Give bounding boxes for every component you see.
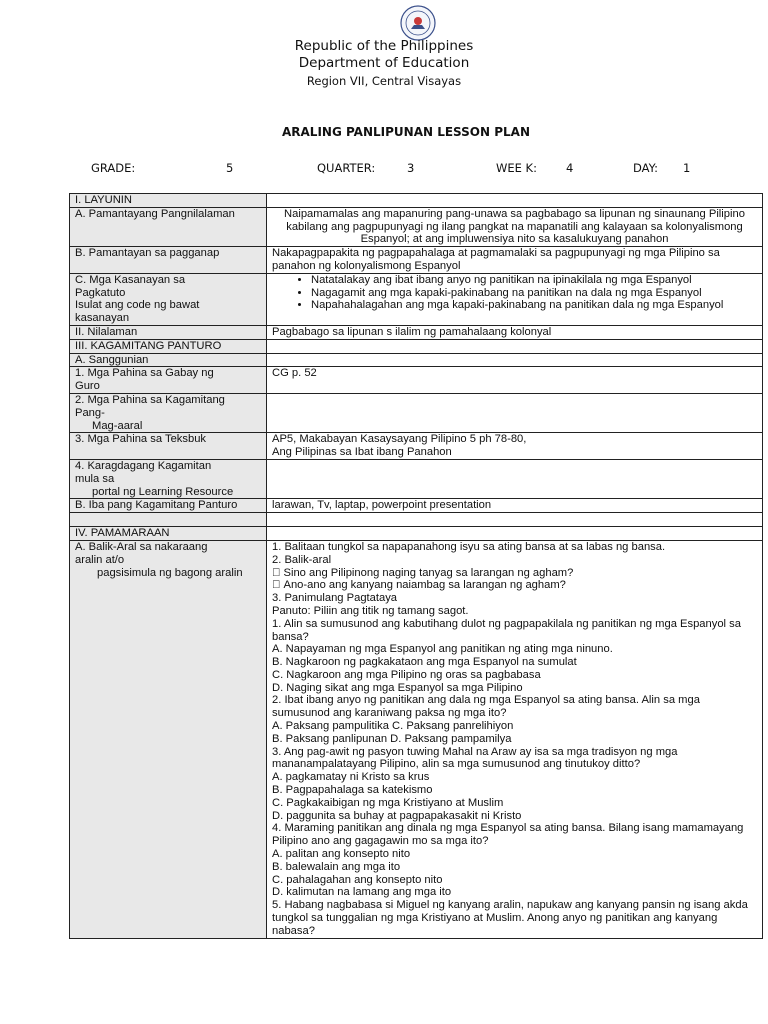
- pamantayang-pangnilalaman-label: A. Pamantayang Pangnilalaman: [70, 207, 267, 246]
- lesson-line: A. Paksang pampulitika C. Paksang panrelihiyon: [272, 720, 514, 733]
- table-row: [70, 339, 763, 353]
- table-row: [70, 459, 763, 498]
- label-line: A. Balik-Aral sa nakaraang: [75, 540, 208, 553]
- week-value: 4: [566, 161, 574, 175]
- lesson-line: A. Napayaman ng mga Espanyol ang panitikan ng ating mga ninuno.: [272, 643, 613, 656]
- lesson-line: B. Paksang panlipunan D. Paksang pampamilya: [272, 732, 512, 745]
- kagamitang-panturo-heading: III. KAGAMITANG PANTURO: [70, 339, 267, 353]
- pamantayang-pangnilalaman-value: Naipamamalas ang mapanuring pang-unawa sa pagbabago sa lipunan ng sinaunang Pilipino kabilang ang pagpupunyagi ng ilang pangkat na mapanatili ang kalayaan sa kolonyalismong Espanyol; at ang impluwensiya nito sa kasalukuyang panahon: [267, 207, 763, 246]
- table-row: [70, 499, 763, 513]
- table-row: [70, 325, 763, 339]
- balik-aral-label: [70, 540, 267, 938]
- label-line: 4. Karagdagang Kagamitan: [75, 459, 212, 472]
- lesson-line: B. Nagkaroon ng pagkakataon ang mga Espanyol na sumulat: [272, 656, 577, 669]
- table-row: [70, 540, 763, 938]
- lesson-line: 5. Habang nagbabasa si Miguel ng kanyang aralin, napukaw ang kanyang pansin ng isang akda tungkol sa tunggalian ng mga Kristiyano at Muslim. Anong anyo ng panitikan ang kanyang nabasa?: [272, 899, 748, 937]
- pamantayan-pagganap-label: B. Pamantayan sa pagganap: [70, 247, 267, 274]
- kagamitang-pang-mag-aaral-label: [70, 393, 267, 432]
- label-line: Isulat ang code ng bawat: [75, 299, 200, 312]
- label-line: Guro: [75, 380, 100, 393]
- lesson-line: 4. Maraming panitikan ang dinala ng mga Espanyol sa ating bansa. Bilang isang mamamayang Pilipino ano ang gagagawin mo sa mga ito?: [272, 822, 744, 848]
- gabay-value: CG p. 52: [267, 367, 763, 394]
- label-line: Mag-aaral: [92, 419, 143, 432]
- label-line: mula sa: [75, 472, 115, 485]
- list-item: • Nagagamit ang mga kapaki-pakinabang na panitikan na dala ng mga Espanyol: [311, 287, 757, 300]
- empty-cell: [267, 194, 763, 208]
- lesson-line: 2. Balik-aral: [272, 553, 332, 566]
- iba-pang-kagamitan-value: larawan, Tv, laptap, powerpoint presentation: [267, 499, 763, 513]
- table-row: [70, 527, 763, 541]
- value-line: AP5, Makabayan Kasaysayang Pilipino 5 ph 78-80,: [272, 433, 527, 446]
- grade-label: GRADE:: [91, 161, 136, 175]
- layunin-heading: I. LAYUNIN: [70, 194, 267, 208]
- lesson-line: Panuto: Piliin ang titik ng tamang sagot.: [272, 604, 469, 617]
- empty-cell: [267, 513, 763, 527]
- lesson-line: D. kalimutan na lamang ang mga ito: [272, 886, 452, 899]
- balik-aral-value: [267, 540, 763, 938]
- quarter-value: 3: [407, 161, 415, 175]
- lesson-line: D. Naging sikat ang mga Espanyol sa mga Pilipino: [272, 681, 523, 694]
- label-line: Pang-: [75, 406, 105, 419]
- label-line: 1. Mga Pahina sa Gabay ng: [75, 367, 214, 380]
- week-label: WEE K:: [496, 161, 537, 175]
- grade-value: 5: [226, 161, 234, 175]
- lesson-line: 3. Panimulang Pagtataya: [272, 592, 398, 605]
- label-line: aralin at/o: [75, 553, 125, 566]
- empty-cell: [70, 513, 267, 527]
- day-value: 1: [683, 161, 691, 175]
- empty-cell: [267, 459, 763, 498]
- lesson-plan-title: ARALING PANLIPUNAN LESSON PLAN: [281, 125, 530, 139]
- gabay-label: [70, 367, 267, 394]
- lesson-line: D. paggunita sa buhay at pagpapakasakit ni Kristo: [272, 809, 522, 822]
- teksbuk-label: 3. Mga Pahina sa Teksbuk: [70, 433, 267, 460]
- table-row: [70, 273, 763, 325]
- lesson-line: 1. Alin sa sumusunod ang kabutihang dulot ng pagpapakilala ng panitikan ng mga Espanyol sa bansa?: [272, 617, 741, 643]
- table-row: [70, 393, 763, 432]
- lesson-line: B. balewalain ang mga ito: [272, 860, 401, 873]
- lesson-line: 3. Ang pag-awit ng pasyon tuwing Mahal na Araw ay isa sa mga tradisyon ng mga mananampalatayang Pilipino, alin sa mga sumusunod ang tinutukoy ditto?: [272, 745, 678, 771]
- department-heading: Department of Education: [298, 55, 470, 71]
- pamantayan-pagganap-value: Nakapagpapakita ng pagpapahalaga at pagmamalaki sa pagpupunyagi ng mga Pilipino sa panahon ng kolonyalismong Espanyol: [267, 247, 763, 274]
- day-label: DAY:: [633, 161, 658, 175]
- table-row: [70, 207, 763, 246]
- table-row: [70, 367, 763, 394]
- table-row: [70, 513, 763, 527]
- list-item: • Napahahalagahan ang mga kapaki-pakinabang na panitikan dala ng mga Espanyol: [311, 299, 757, 312]
- list-item: • Natatalakay ang ibat ibang anyo ng panitikan na ipinakilala ng mga Espanyol: [311, 274, 757, 287]
- teksbuk-value: [267, 433, 763, 460]
- lesson-line: A. pagkamatay ni Kristo sa krus: [272, 771, 430, 784]
- table-row: [70, 247, 763, 274]
- kasanayan-label: [70, 273, 267, 325]
- lesson-line: 1. Balitaan tungkol sa napapanahong isyu sa ating bansa at sa labas ng bansa.: [272, 540, 666, 553]
- table-row: [70, 353, 763, 367]
- kasanayan-list: [267, 274, 757, 312]
- iba-pang-kagamitan-label: B. Iba pang Kagamitang Panturo: [70, 499, 267, 513]
- empty-cell: [267, 393, 763, 432]
- label-line: C. Mga Kasanayan sa: [75, 273, 186, 286]
- lesson-line: C. pahalagahan ang konsepto nito: [272, 873, 443, 886]
- pamamaraan-heading: IV. PAMAMARAAN: [70, 527, 267, 541]
- karagdagang-kagamitan-label: [70, 459, 267, 498]
- lesson-line: C. Pagkakaibigan ng mga Kristiyano at Muslim: [272, 796, 504, 809]
- value-line: Ang Pilipinas sa Ibat ibang Panahon: [272, 446, 452, 459]
- nilalaman-value: Pagbabago sa lipunan s ilalim ng pamahalaang kolonyal: [267, 325, 763, 339]
- lesson-line: Sino ang Pilipinong naging tanyag sa larangan ng agham?: [272, 566, 562, 579]
- label-line: kasanayan: [75, 312, 130, 325]
- deped-seal-icon: [400, 5, 436, 41]
- label-line: 2. Mga Pahina sa Kagamitang: [75, 393, 225, 406]
- table-row: [70, 194, 763, 208]
- empty-cell: [267, 339, 763, 353]
- region-heading: Region VII, Central Visayas: [306, 74, 462, 88]
- empty-cell: [267, 353, 763, 367]
- table-row: [70, 433, 763, 460]
- lesson-line: C. Nagkaroon ang mga Pilipino ng oras sa pagbabasa: [272, 668, 541, 681]
- lesson-line: Ano-ano ang kanyang naiambag sa larangan ng agham?: [272, 579, 555, 592]
- empty-cell: [267, 527, 763, 541]
- label-line: Pagkatuto: [75, 286, 126, 299]
- lesson-line: A. palitan ang konsepto nito: [272, 848, 411, 861]
- lesson-line: B. Pagpapahalaga sa katekismo: [272, 784, 433, 797]
- sanggunian-label: A. Sanggunian: [70, 353, 267, 367]
- lesson-line: 2. Ibat ibang anyo ng panitikan ang dala ng mga Espanyol sa ating bansa. Alin sa mga sumusunod ang karaniwang paksa ng mga ito?: [272, 694, 700, 720]
- republic-heading: Republic of the Philippines: [294, 38, 474, 54]
- label-line: pagsisimula ng bagong aralin: [97, 566, 243, 579]
- nilalaman-label: II. Nilalaman: [70, 325, 267, 339]
- kasanayan-value: [267, 273, 763, 325]
- label-line: portal ng Learning Resource: [92, 485, 234, 498]
- lesson-plan-table: [69, 193, 763, 939]
- quarter-label: QUARTER:: [317, 161, 376, 175]
